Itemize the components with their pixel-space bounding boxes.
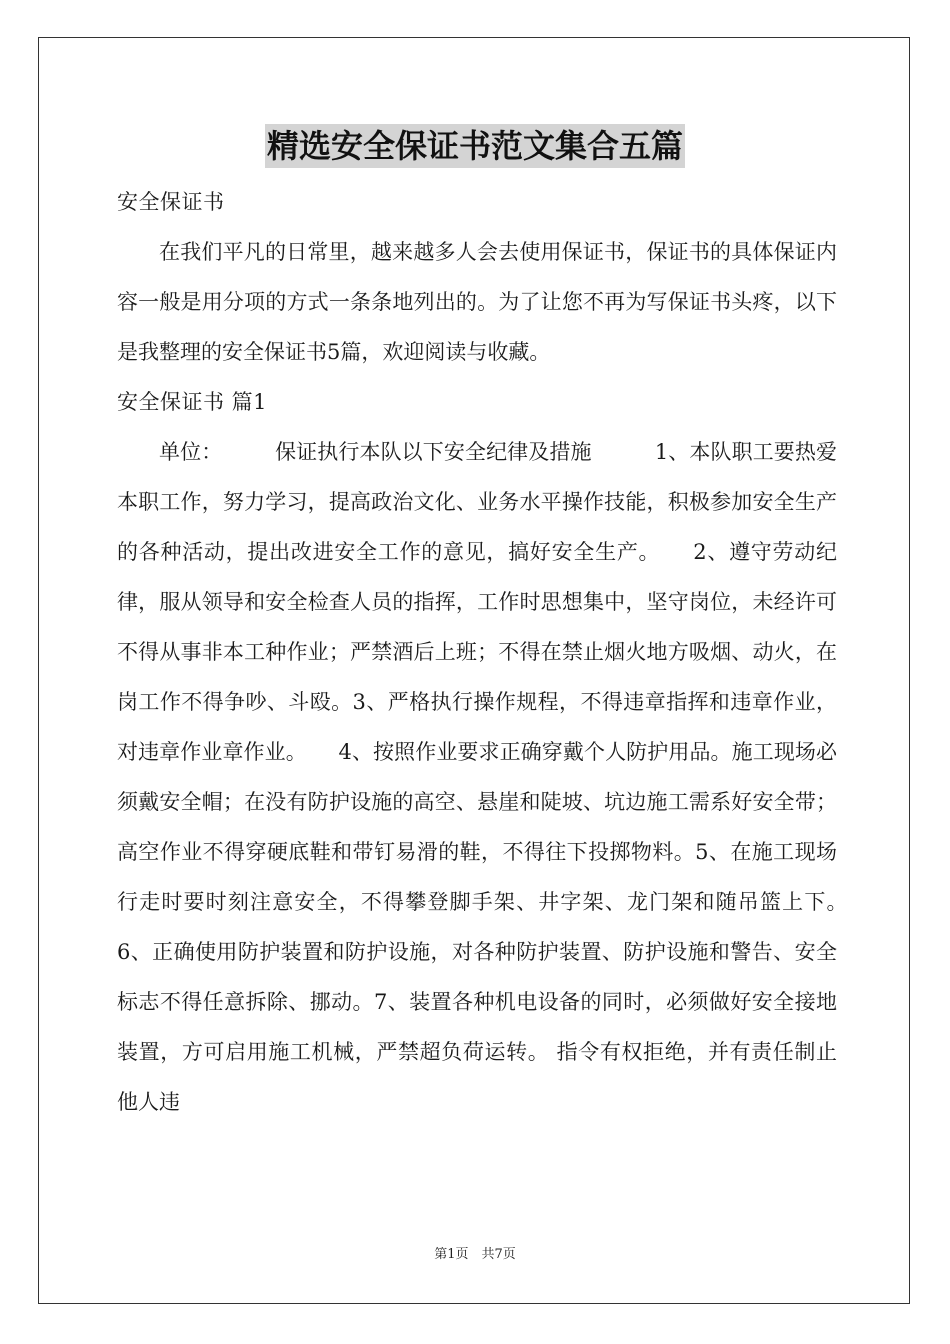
intro-paragraph: 在我们平凡的日常里，越来越多人会去使用保证书，保证书的具体保证内容一般是用分项的方式一条条地列出的。为了让您不再为写保证书头疼，以下是我整理的安全保证书5篇，欢迎阅读与收藏。 [117, 240, 837, 364]
document-body [117, 177, 879, 1127]
section-heading: 安全保证书 [117, 190, 225, 214]
title-container [0, 124, 950, 168]
section1-heading: 安全保证书 篇1 [117, 390, 268, 414]
page-footer: 第1页 共7页 [434, 1247, 516, 1262]
document-title: 精选安全保证书范文集合五篇 [265, 124, 685, 168]
section1-paragraph: 单位： 保证执行本队以下安全纪律及措施 1、本队职工要热爱本职工作，努力学习，提高政治文化、业务水平操作技能，积极参加安全生产的各种活动，提出改进安全工作的意见，搞好安全生产。 2、遵守劳动纪律，服从领导和安全检查人员的指挥，工作时思想集中，坚守岗位，未经许可不得从事非本工种作业；严禁酒后上班；不得在禁止烟火地方吸烟、动火，在岗工作不得争吵、斗殴。3、严格执行操作规程，不得违章指挥和违章作业，对违章作业章作业。 4、按照作业要求正确穿戴个人防护用品。施工现场必须戴安全帽；在没有防护设施的高空、悬崖和陡坡、坑边施工需系好安全带；高空作业不得穿硬底鞋和带钉易滑的鞋，不得往下投掷物料。5、在施工现场行走时要时刻注意安全，不得攀登脚手架、井字架、龙门架和随吊篮上下。 6、正确使用防护装置和防护设施，对各种防护装置、防护设施和警告、安全标志不得任意拆除、挪动。7、装置各种机电设备的同时，必须做好安全接地装置，方可启用施工机械，严禁超负荷运转。 指令有权拒绝，并有责任制止他人违 [117, 440, 879, 1114]
